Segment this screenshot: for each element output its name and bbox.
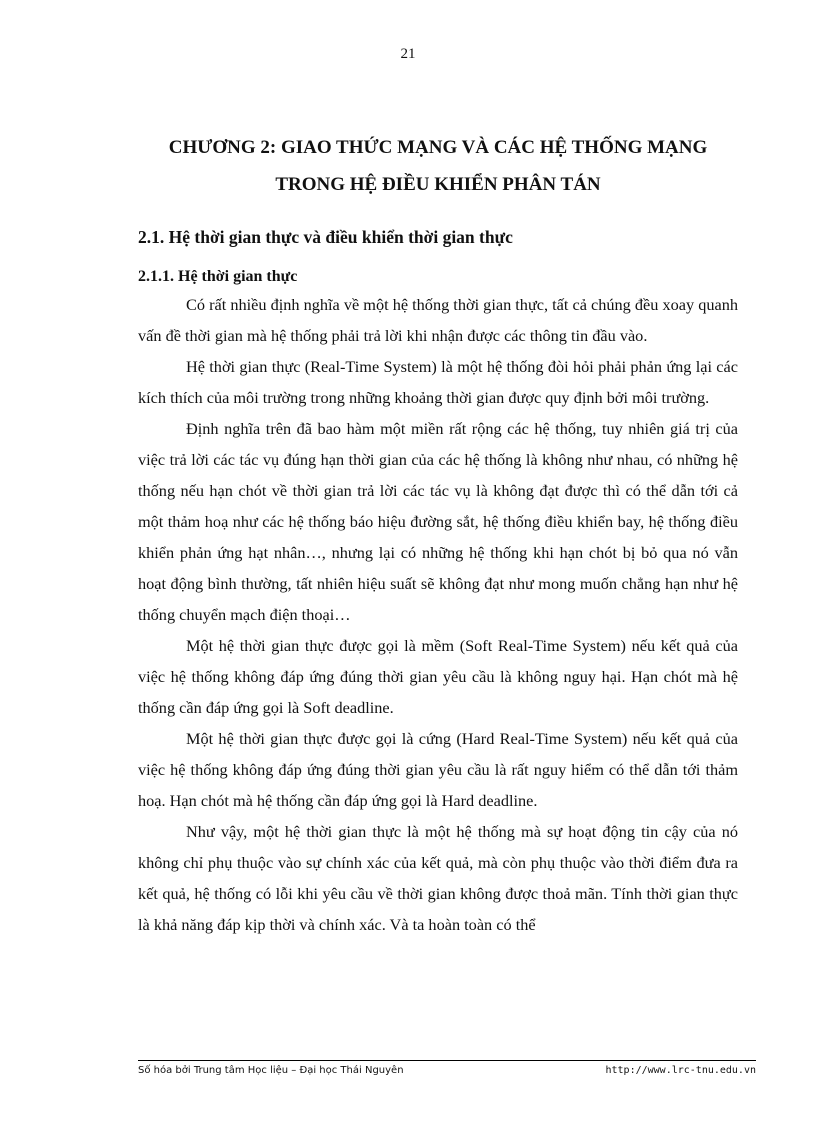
chapter-title <box>100 129 776 203</box>
chapter-title-line-2: TRONG HỆ ĐIỀU KHIỂN PHÂN TÁN <box>275 174 601 195</box>
chapter-title-line-1: CHƯƠNG 2: GIAO THỨC MẠNG VÀ CÁC HỆ THỐNG MẠNG <box>168 137 708 158</box>
subsection-heading: 2.1.1. Hệ thời gian thực <box>138 268 298 285</box>
paragraph: Hệ thời gian thực (Real-Time System) là một hệ thống đòi hỏi phải phản ứng lại các kích thích của môi trường trong những khoảng thời gian được quy định bởi môi trường. <box>138 357 738 407</box>
footer-divider <box>138 1060 756 1061</box>
footer-credit: Số hóa bởi Trung tâm Học liệu – Đại học Thái Nguyên <box>138 1065 404 1076</box>
paragraph: Một hệ thời gian thực được gọi là cứng (Hard Real-Time System) nếu kết quả của việc hệ thống không đáp ứng đúng thời gian yêu cầu là rất nguy hiểm có thể dẫn tới thảm hoạ. Hạn chót mà hệ thống cần đáp ứng gọi là Hard deadline. <box>138 729 738 810</box>
page-number: 21 <box>400 46 416 62</box>
paragraph: Như vậy, một hệ thời gian thực là một hệ thống mà sự hoạt động tin cậy của nó không chỉ phụ thuộc vào sự chính xác của kết quả, mà còn phụ thuộc vào thời điểm đưa ra kết quả, hệ thống có lỗi khi yêu cầu về thời gian không được thoả mãn. Tính thời gian thực là khả năng đáp kịp thời và chính xác. Và ta hoàn toàn có thể <box>138 822 738 934</box>
paragraph: Định nghĩa trên đã bao hàm một miền rất rộng các hệ thống, tuy nhiên giá trị của việc trả lời các tác vụ đúng hạn thời gian của các hệ thống là không như nhau, có những hệ thống nếu hạn chót về thời gian trả lời các tác vụ là không đạt được thì có thể dẫn tới cả một thảm hoạ như các hệ thống báo hiệu đường sắt, hệ thống điều khiển bay, hệ thống điều khiển phản ứng hạt nhân…, nhưng lại có những hệ thống khi hạn chót bị bỏ qua nó vẫn hoạt động bình thường, tất nhiên hiệu suất sẽ không đạt như mong muốn chẳng hạn như hệ thống chuyển mạch điện thoại… <box>138 419 738 624</box>
footer-url: http://www.lrc-tnu.edu.vn <box>605 1065 756 1076</box>
body-text <box>138 289 738 940</box>
paragraph: Một hệ thời gian thực được gọi là mềm (Soft Real-Time System) nếu kết quả của việc hệ thống không đáp ứng đúng thời gian yêu cầu là không nguy hại. Hạn chót mà hệ thống cần đáp ứng gọi là Soft deadline. <box>138 636 738 717</box>
section-heading: 2.1. Hệ thời gian thực và điều khiển thời gian thực <box>138 227 513 247</box>
paragraph: Có rất nhiều định nghĩa về một hệ thống thời gian thực, tất cả chúng đều xoay quanh vấn đề thời gian mà hệ thống phải trả lời khi nhận được các thông tin đầu vào. <box>138 295 738 345</box>
